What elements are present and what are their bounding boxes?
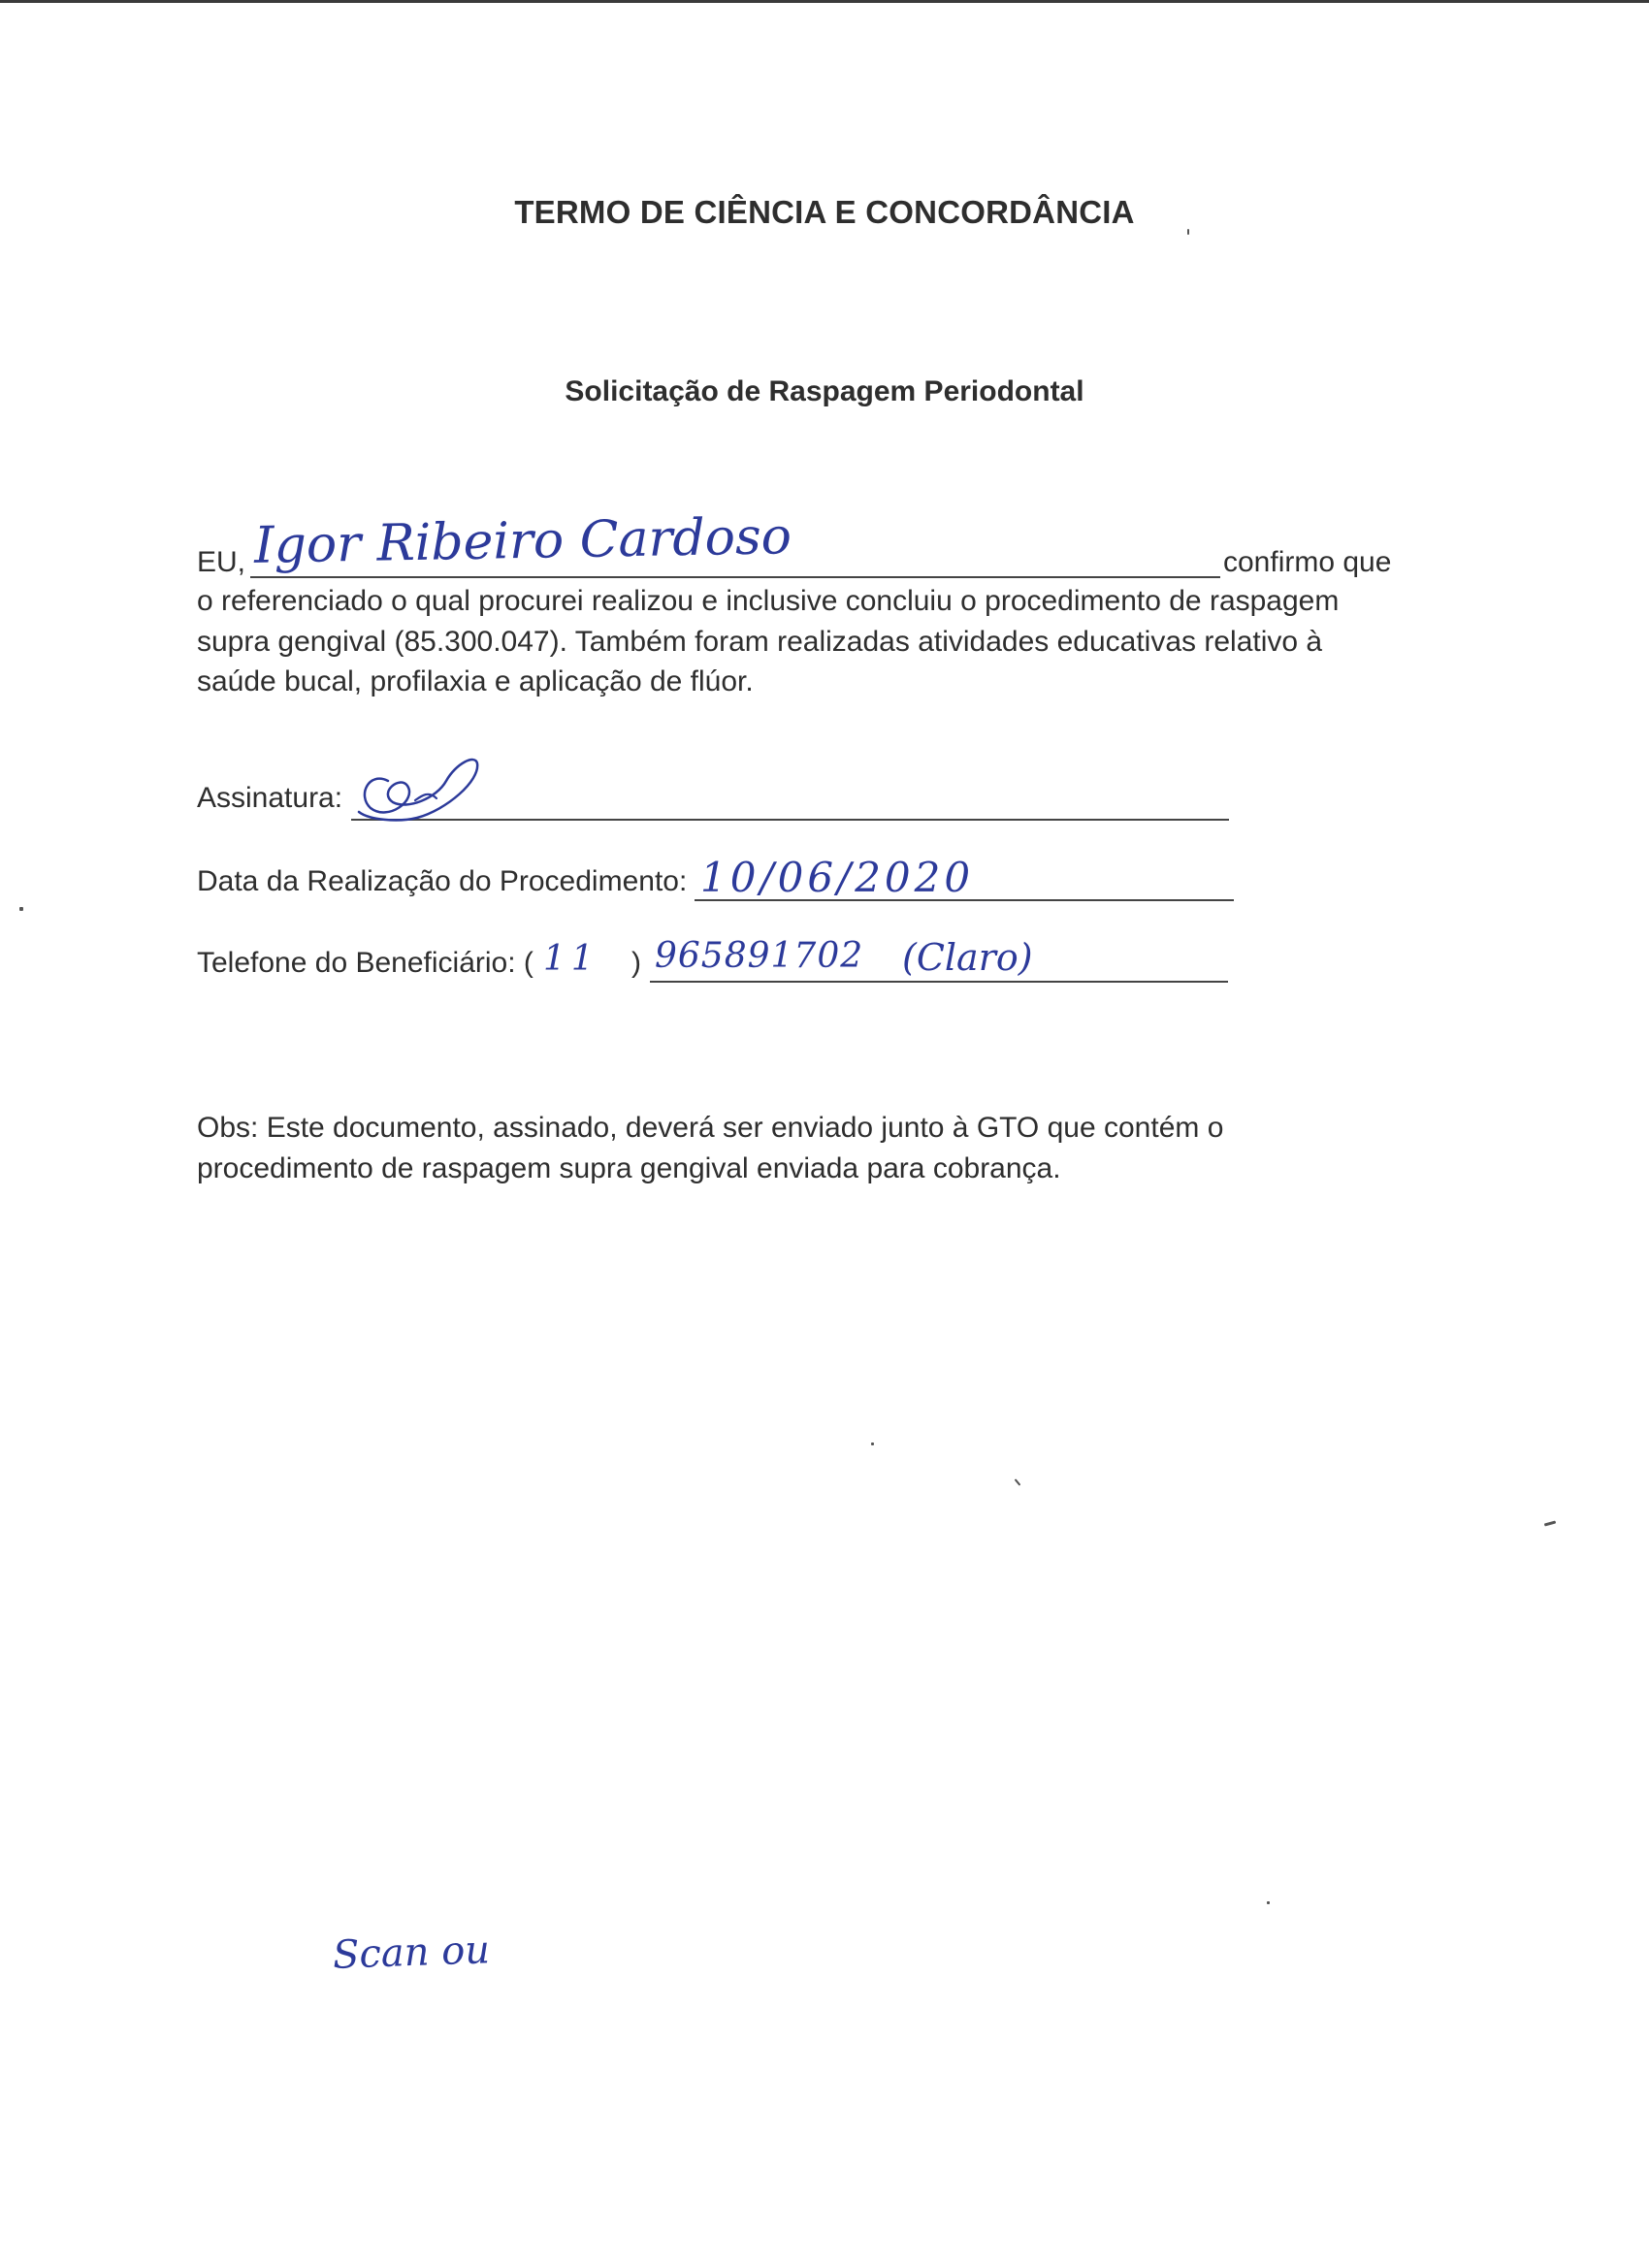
scan-top-edge [0, 0, 1649, 3]
scan-speck [871, 1442, 874, 1445]
date-value: 10/06/2020 [700, 854, 975, 901]
scan-speck [1267, 1901, 1270, 1904]
declaration-line-4: saúde bucal, profilaxia e aplicação de flúor. [197, 665, 754, 697]
phone-area-code: 11 [543, 939, 599, 979]
declaration-line-2: o referenciado o qual procurei realizou e inclusive concluiu o procedimento de raspagem [197, 585, 1340, 617]
name-line [250, 576, 1220, 578]
phone-number: 965891702 [655, 936, 864, 976]
scan-speck [1187, 229, 1189, 235]
phone-close-paren: ) [631, 947, 641, 979]
handwritten-name: Igor Ribeiro Cardoso [253, 507, 792, 575]
document-title: TERMO DE CIÊNCIA E CONCORDÂNCIA [514, 194, 1135, 230]
handwritten-footer-note: Scan ou [332, 1928, 491, 1978]
declaration-line-3: supra gengival (85.300.047). Também foram realizadas atividades educativas relativo à [197, 626, 1323, 658]
signature-scribble [349, 742, 495, 829]
signature-label: Assinatura: [197, 782, 343, 814]
observation-line-1: Obs: Este documento, assinado, deverá ser enviado junto à GTO que contém o [197, 1112, 1224, 1144]
date-label: Data da Realização do Procedimento: [197, 865, 688, 897]
declaration-prefix: EU, [197, 546, 246, 578]
document-subtitle: Solicitação de Raspagem Periodontal [565, 375, 1084, 407]
scan-speck [19, 907, 23, 911]
phone-line [650, 981, 1228, 983]
scan-speck [1015, 1478, 1021, 1485]
phone-label: Telefone do Beneficiário: ( [197, 947, 534, 979]
declaration-suffix: confirmo que [1223, 546, 1392, 578]
observation-line-2: procedimento de raspagem supra gengival enviada para cobrança. [197, 1152, 1061, 1184]
scan-speck [1544, 1520, 1556, 1526]
phone-note: (Claro) [902, 936, 1033, 979]
